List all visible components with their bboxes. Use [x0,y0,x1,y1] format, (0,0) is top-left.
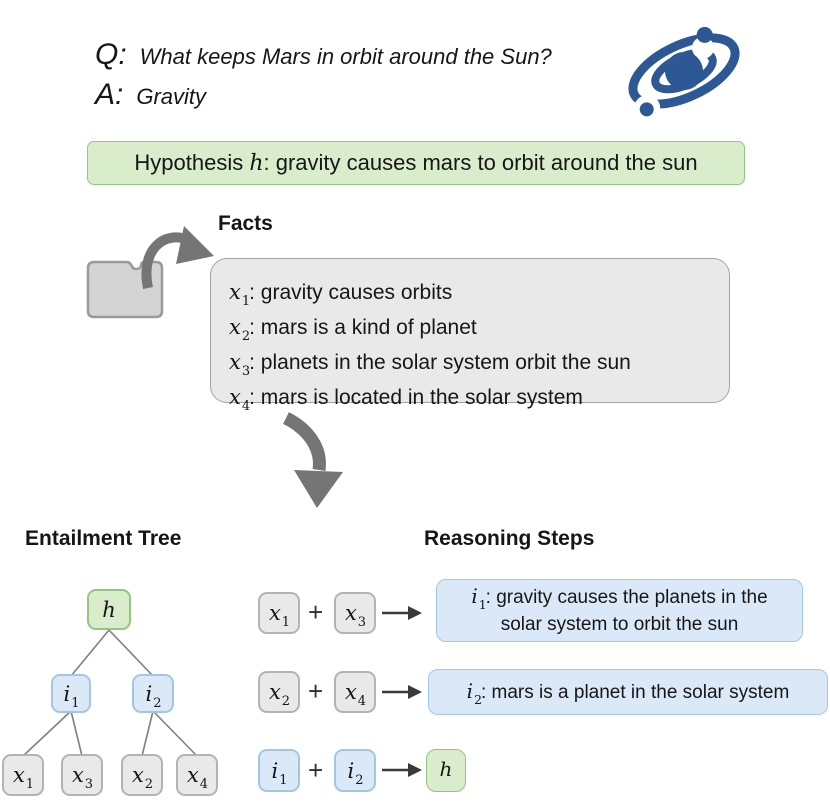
entailment-tree-title: Entailment Tree [25,527,182,550]
step3-premise-i2: $i_2$ [334,749,376,792]
hypothesis-prefix: Hypothesis [134,150,250,175]
step3-conclusion-h: h [426,749,466,792]
question-row [95,38,552,72]
step1-premise-x1: $x_1$ [258,592,300,634]
question-label: Q: [95,38,127,71]
plus-sign: + [308,597,324,627]
answer-text: Gravity [136,84,207,109]
facts-box [210,258,730,415]
step1-conclusion-i1: $i_1$: gravity causes the planets in the solar system to orbit the sun [436,579,803,642]
tree-node-x3: $x_3$ [61,754,103,796]
hypothesis-var: h [249,150,264,176]
fact-line-3: $x_3$: planets in the solar system orbit the sun [229,350,631,380]
step1-premise-x3: $x_3$ [334,592,376,634]
tree-node-h: h [87,589,131,630]
facts-title: Facts [218,212,273,235]
fact-line-2: $x_2$: mars is a kind of planet [229,315,477,345]
question-text: What keeps Mars in orbit around the Sun? [139,44,552,69]
right-arrow-icon [382,604,422,622]
step2-premise-x2: $x_2$ [258,671,300,713]
answer-row [95,78,206,112]
hypothesis-box [87,141,745,185]
tree-node-x1: $x_1$ [2,754,44,796]
fact-line-4: $x_4$: mars is located in the solar system [229,385,583,415]
tree-node-x4: $x_4$ [176,754,218,796]
down-arrow-icon [264,412,360,514]
curved-arrow-icon [122,216,220,298]
reasoning-steps-title: Reasoning Steps [424,527,595,550]
tree-node-i2: $i_2$ [132,674,174,713]
hypothesis-text: : gravity causes mars to orbit around the sun [263,150,698,175]
entailment-tree [0,560,240,810]
solar-system-icon [618,18,750,124]
step2-conclusion-i2: $i_2$: mars is a planet in the solar system [428,669,828,715]
right-arrow-icon [382,683,422,701]
tree-node-i1: $i_1$ [51,674,91,713]
plus-sign: + [308,676,324,706]
tree-node-x2: $x_2$ [121,754,163,796]
fact-line-1: $x_1$: gravity causes orbits [229,280,453,310]
answer-label: A: [95,78,124,111]
right-arrow-icon [382,761,422,779]
plus-sign: + [308,755,324,785]
step2-premise-x4: $x_4$ [334,671,376,713]
step3-premise-i1: $i_1$ [258,749,300,792]
